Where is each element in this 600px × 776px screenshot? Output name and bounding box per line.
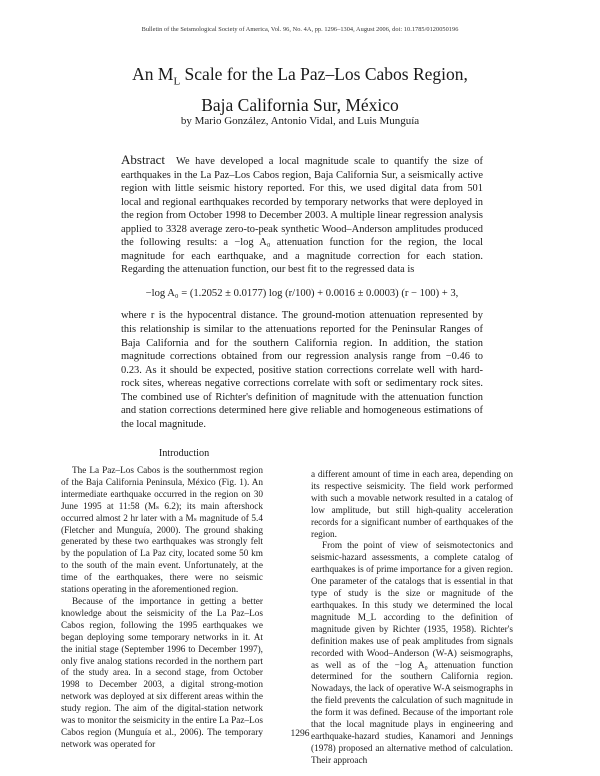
abstract xyxy=(121,153,483,431)
right-column xyxy=(311,470,513,768)
abstract-paragraph-1: Abstract We have developed a local magnitude scale to quantify the size of earthquakes in the La Paz–Los Cabos region, Baja California Sur, a seismically active region with little seismic history reported. For this, we used digital data from 501 local and regional earthquakes recorded by temporary networks that were deployed in the region from October 1998 to December 2003. A multiple linear regression analysis applied to 3328 average zero-to-peak synthetic Wood–Anderson amplitudes produced the following results: a −log A₀ attenuation function for the region, the local magnitude for each earthquake, and a magnitude correction for each station. Regarding the attenuation function, our best fit to the regressed data is xyxy=(121,152,483,276)
body-paragraph: a different amount of time in each area, depending on its respective seismicity. The field work performed with such a movable network resulted in a catalog of low amplitude, but still high-quality acceleration records for a significant number of earthquakes of the region. xyxy=(311,470,513,540)
page-number: 1296 xyxy=(290,729,310,739)
author-list: by Mario González, Antonio Vidal, and Luis Munguía xyxy=(180,115,420,127)
abstract-heading: Abstract xyxy=(121,152,166,167)
title-line-1: An $M_L$ Scale for the La Paz–Los Cabos Region, xyxy=(132,64,468,88)
body-paragraph: The La Paz–Los Cabos is the southernmost region of the Baja California Peninsula, México (Fig. 1). An intermediate earthquake occurred in the region on 30 June 1995 at 11:58 (Mₛ 6.2); its main aftershock occurred almost 2 hr later with a Mₛ magnitude of 5.4 (Fletcher and Munguía, 2000). The ground shaking generated by these two earthquakes was strongly felt by the population of La Paz city, located some 50 km to the south of the main event. Unfortunately, at the time of the earthquakes, there were no seismic stations operating in the aforementioned region. xyxy=(61,466,263,596)
title-line-2: Baja California Sur, México xyxy=(201,94,399,115)
section-heading-introduction: Introduction xyxy=(158,448,210,459)
body-paragraph: From the point of view of seismotectonics and seismic-hazard assessments, a complete catalog of earthquakes is of prime importance for a given region. One parameter of the catalogs that is essential in that type of study is the size or magnitude of the earthquakes. In this study we determined the local magnitude M_L according to the definition of magnitude given by Richter (1935, 1958). Richter's definition makes use of peak amplitudes from signals recorded with Wood–Anderson (W-A) seismographs, as well as of the −log A₀ attenuation function determined for the southern California region. Nowadays, the lack of operative W-A seismographs in the field prevents the calculation of such magnitude in the form it was defined. Because of the important role that the local magnitude plays in engineering and earthquake-hazard studies, Kanamori and Jennings (1978) proposed an alternative method of calculation. Their approach xyxy=(311,541,513,766)
left-column xyxy=(61,466,263,752)
body-paragraph: Because of the importance in getting a better knowledge about the seismicity of the La Paz–Los Cabos region, following the 1995 earthquakes we began deploying some temporary networks in it. At the initial stage (September 1996 to December 1997), only five analog stations recorded in the northern part of the study area. In a second stage, from October 1998 to December 2003, a digital strong-motion network was deployed at six different areas within the study region. The aim of the digital-station network was to monitor the seismicity in the entire La Paz–Los Cabos region (Munguía et al., 2006). The temporary network was operated for xyxy=(61,596,263,750)
attenuation-equation: −log A₀ = (1.2052 ± 0.0177) log (r/100) + 0.0016 ± 0.0003) (r − 100) + 3, xyxy=(145,287,459,299)
article-title xyxy=(0,63,600,117)
running-head: Bulletin of the Seismological Society of America, Vol. 96, No. 4A, pp. 1296–1304, August 2006, doi: 10.1785/0120050196 xyxy=(141,26,459,33)
abstract-paragraph-2: where r is the hypocentral distance. The ground-motion attenuation represented by this relationship is similar to the attenuations reported for the Peninsular Ranges of Baja California and for the southern California region. In addition, the station magnitude corrections obtained from our regression analysis range from −0.46 to 0.23. As it should be expected, positive station corrections correlate well with hard-rock sites, whereas negative corrections correlate with soft or sedimentary rock sites. The combined use of Richter's definition of magnitude with the attenuation function and station corrections determined here give reliable and homogeneous estimations of the local magnitude. xyxy=(121,310,483,430)
